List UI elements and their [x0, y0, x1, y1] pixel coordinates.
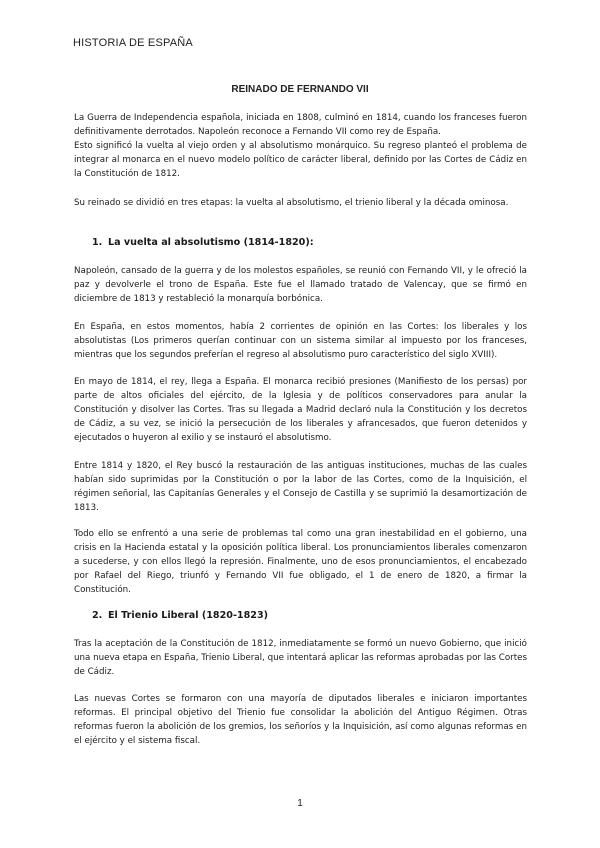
- page-number: 1: [297, 798, 303, 809]
- section-1-paragraph-3: En mayo de 1814, el rey, llega a España. El monarca recibió presiones (Manifiesto de los persas) por parte de altos oficiales del ejército, de la Iglesia y de políticos conservadores para anular la Constitución y disolver las Cortes. Tras su llegada a Madrid declaró nula la Constitución y los decretos de Cádiz, a su vez, se inició la persecución de los liberales y afrancesados, que fueron detenidos y ejecutados o huyeron al exilio y se instauró el absolutismo.: [74, 377, 527, 443]
- section-1-paragraph-5: Todo ello se enfrentó a una serie de problemas tal como una gran inestabilidad en el gobierno, una crisis en la Hacienda estatal y la oposición política liberal. Los pronunciamientos liberales comenzaron a sucederse, y con ellos llegó la represión. Finalmente, uno de esos pronunciamientos, el encabezado por Rafael del Riego, triunfó y Fernando VII fue obligado, el 1 de enero de 1820, a firmar la Constitución.: [74, 529, 527, 595]
- section-1-paragraph-1: Napoleón, cansado de la guerra y de los molestos españoles, se reunió con Fernando VII, y le ofreció la paz y devolverle el trono de España. Este fue el llamado tratado de Valencay, que se firmó en diciembre de 1813 y restableció la monarquía borbónica.: [74, 266, 527, 304]
- section-2-number: 2.: [92, 610, 103, 621]
- intro-paragraph-2: Esto significó la vuelta al viejo orden y al absolutismo monárquico. Su regreso planteó el problema de integrar al monarca en el nuevo modelo político de carácter liberal, definido por las Cortes de Cádiz en la Constitución de 1812.: [74, 141, 527, 179]
- document-title: REINADO DE FERNANDO VII: [231, 84, 369, 95]
- intro-block: [74, 111, 527, 181]
- section-2-heading: [92, 610, 268, 621]
- section-2-title: El Trienio Liberal (1820-1823): [108, 610, 269, 621]
- section-1-paragraph-4: Entre 1814 y 1820, el Rey buscó la restauración de las antiguas instituciones, muchas de las cuales habían sido suprimidas por la Constitución o por la labor de las Cortes, como de la Inquisición, el régimen señorial, las Capitanías Generales y el Consejo de Castilla y se suprimió la desamortización de 1813.: [74, 461, 527, 513]
- section-2-paragraph-2: Las nuevas Cortes se formaron con una mayoría de diputados liberales e iniciaron importantes reformas. El principal objetivo del Trienio fue consolidar la abolición del Antiguo Régimen. Otras reformas fueron la abolición de los gremios, los señoríos y la Inquisición, así como algunas reformas en el ejército y el sistema fiscal.: [74, 694, 527, 746]
- section-1-title: La vuelta al absolutismo (1814-1820):: [108, 237, 314, 248]
- intro-paragraph-1: La Guerra de Independencia española, iniciada en 1808, culminó en 1814, cuando los franceses fueron definitivamente derrotados. Napoleón reconoce a Fernando VII como rey de España.: [74, 113, 527, 137]
- section-2-paragraph-1: Tras la aceptación de la Constitución de 1812, inmediatamente se formó un nuevo Gobierno, que inició una nueva etapa en España, Trienio Liberal, que intentará aplicar las reformas aprobadas por las Cortes de Cádiz.: [74, 639, 527, 677]
- stages-paragraph: Su reinado se dividió en tres etapas: la vuelta al absolutismo, el trienio liberal y la década ominosa.: [74, 198, 509, 208]
- section-1-paragraph-2: En España, en estos momentos, había 2 corrientes de opinión en las Cortes: los liberales y los absolutistas (Los primeros querían continuar con un sistema similar al impuesto por los franceses, mientras que los segundos preferían el regreso al absolutismo puro característico del siglo XVIII).: [74, 322, 527, 360]
- section-1-number: 1.: [92, 237, 103, 248]
- section-1-heading: [92, 237, 314, 248]
- page-header: HISTORIA DE ESPAÑA: [73, 37, 193, 49]
